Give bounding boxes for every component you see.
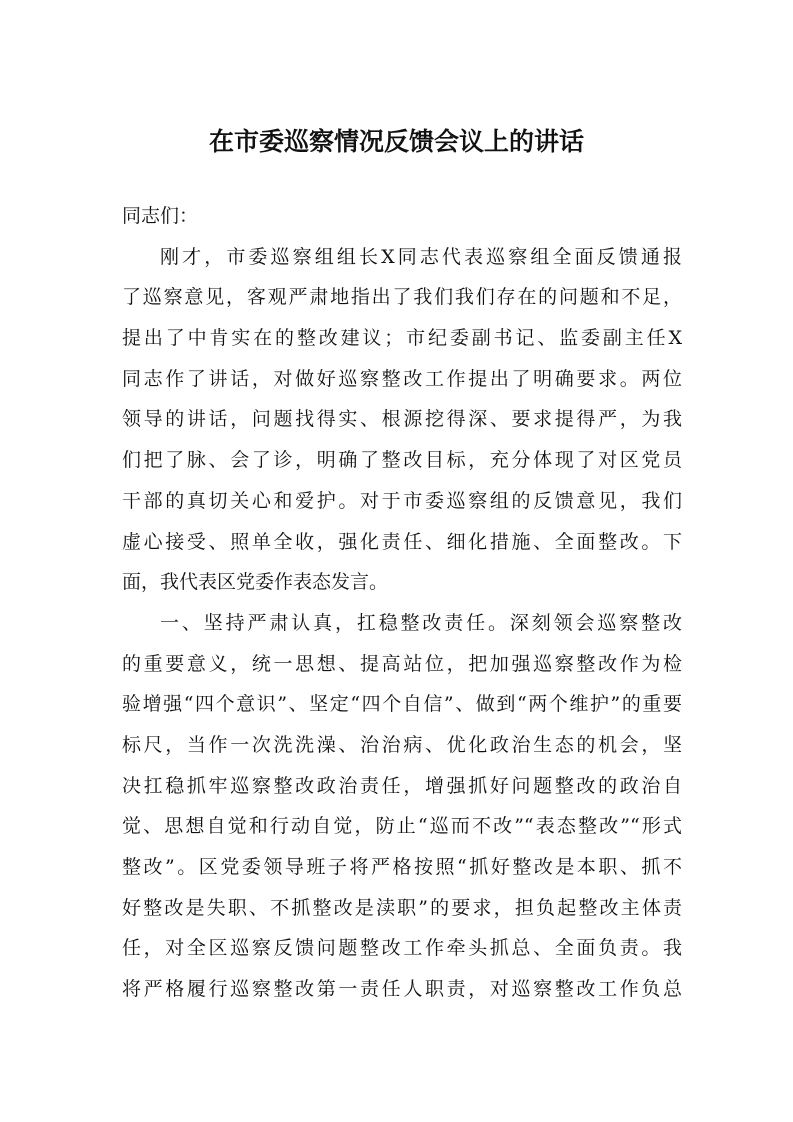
paragraph-line: 们把了脉、会了诊，明确了整改目标，充分体现了对区党员 — [122, 449, 682, 472]
paragraph-2 — [122, 603, 682, 1010]
paragraph-line: 刚才，市委巡察组组长X同志代表巡察组全面反馈通报 — [160, 245, 682, 268]
document-body — [122, 196, 682, 1010]
paragraph-line: 将严格履行巡察整改第一责任人职责，对巡察整改工作负总 — [122, 978, 682, 1001]
paragraph-line: 标尺，当作一次洗洗澡、治治病、优化政治生态的机会，坚 — [122, 733, 682, 756]
paragraph-line: 整改”。区党委领导班子将严格按照“抓好整改是本职、抓不 — [122, 856, 682, 878]
paragraph-line: 决扛稳抓牢巡察整改政治责任，增强抓好问题整改的政治自 — [122, 774, 682, 797]
paragraph-line: 虚心接受、照单全收，强化责任、细化措施、全面整改。下 — [122, 530, 682, 553]
paragraph-line: 干部的真切关心和爱护。对于市委巡察组的反馈意见，我们 — [122, 489, 682, 512]
paragraph-line: 觉、思想自觉和行动自觉，防止“巡而不改”“表态整改”“形式 — [122, 815, 682, 838]
paragraph-line: 一、坚持严肃认真，扛稳整改责任。深刻领会巡察整改 — [160, 611, 682, 634]
paragraph-line: 任，对全区巡察反馈问题整改工作牵头抓总、全面负责。我 — [122, 937, 682, 960]
paragraph-line: 好整改是失职、不抓整改是渎职”的要求，担负起整改主体责 — [122, 896, 682, 919]
salutation: 同志们： — [122, 205, 199, 227]
paragraph-line: 同志作了讲话，对做好巡察整改工作提出了明确要求。两位 — [122, 367, 682, 390]
paragraph-1 — [122, 237, 682, 603]
paragraph-line: 了巡察意见，客观严肃地指出了我们我们存在的问题和不足， — [122, 286, 682, 309]
paragraph-line: 验增强“四个意识”、坚定“四个自信”、做到“两个维护”的重要 — [122, 693, 682, 716]
paragraph-line: 面，我代表区党委作表态发言。 — [122, 571, 389, 594]
paragraph-line: 的重要意义，统一思想、提高站位，把加强巡察整改作为检 — [122, 652, 682, 675]
document-title: 在市委巡察情况反馈会议上的讲话 — [208, 127, 584, 156]
paragraph-line: 提出了中肯实在的整改建议；市纪委副书记、监委副主任X — [122, 327, 682, 350]
paragraph-line: 领导的讲话，问题找得实、根源挖得深、要求提得严，为我 — [122, 408, 682, 431]
